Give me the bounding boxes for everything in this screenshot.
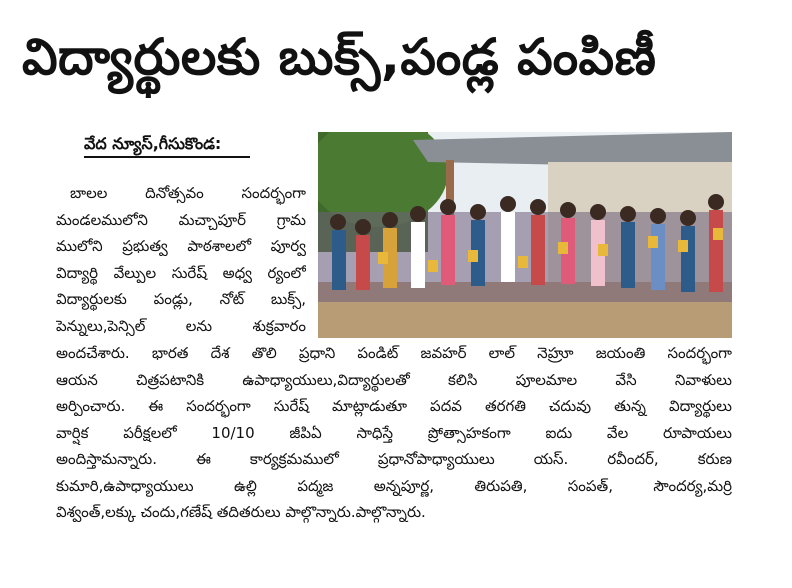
article-line: అందచేశారు. భారత దేశ తొలి ప్రధాని పండిట్ జవహర్ లాల్ నెహ్రూ జయంతి సందర్భంగా <box>56 344 732 362</box>
news-photo <box>318 132 732 338</box>
article-line: అందిస్తామన్నారు. ఈ కార్యక్రమములో ప్రధానోపాధ్యాయులు యస్. రవీందర్, కరుణ <box>56 450 732 468</box>
article-line: ఆయన చిత్రపటానికి ఉపాధ్యాయులు,విద్యార్థులతో కలిసి పూలమాల వేసి నివాళులు <box>56 370 732 389</box>
news-photo-image <box>318 132 732 338</box>
article-line: విశ్వంత్,లక్కు చందు,గణేష్ తదితరులు పాల్గొన్నారు.పాల్గొన్నారు. <box>56 503 426 521</box>
article-line: బాలల దినోత్సవం సందర్భంగా <box>70 184 306 202</box>
article-line: మండలములోని మచ్చాపూర్ గ్రామ <box>56 210 306 229</box>
article-intro-column <box>56 180 306 339</box>
article-line: వార్షిక పరీక్షలలో 10/10 జీపిఏ సాధిస్తే ప్రోత్సాహకంగా ఐదు వేల రూపాయలు <box>56 423 732 442</box>
article-body <box>56 340 732 526</box>
article-line: అర్పించారు. ఈ సందర్భంగా సురేష్ మాట్లాడుతూ పదవ తరగతి చదువు తున్న విద్యార్థులు <box>56 397 732 415</box>
article-line: కుమారి,ఉపాధ్యాయులు ఉల్లి పద్మజ అన్నపూర్ణ, తిరుపతి, సంపత్, సౌందర్య,మర్రి <box>56 476 732 495</box>
article-line: ములోని ప్రభుత్వ పాఠశాలలో పూర్వ <box>56 237 306 255</box>
article-line: పెన్నులు,పెన్సిల్ లను శుక్రవారం <box>56 316 306 335</box>
article-line: విద్యార్థులకు పండ్లు, నోట్ బుక్స్, <box>56 290 306 308</box>
article-line: విద్యార్థి వేల్పుల సురేష్ అధ్వ ర్యంలో <box>56 263 306 282</box>
headline: విద్యార్థులకు బుక్స్,పండ్ల పంపిణీ <box>22 28 657 86</box>
dateline: వేద న్యూస్,గీసుకొండ: <box>84 132 250 158</box>
